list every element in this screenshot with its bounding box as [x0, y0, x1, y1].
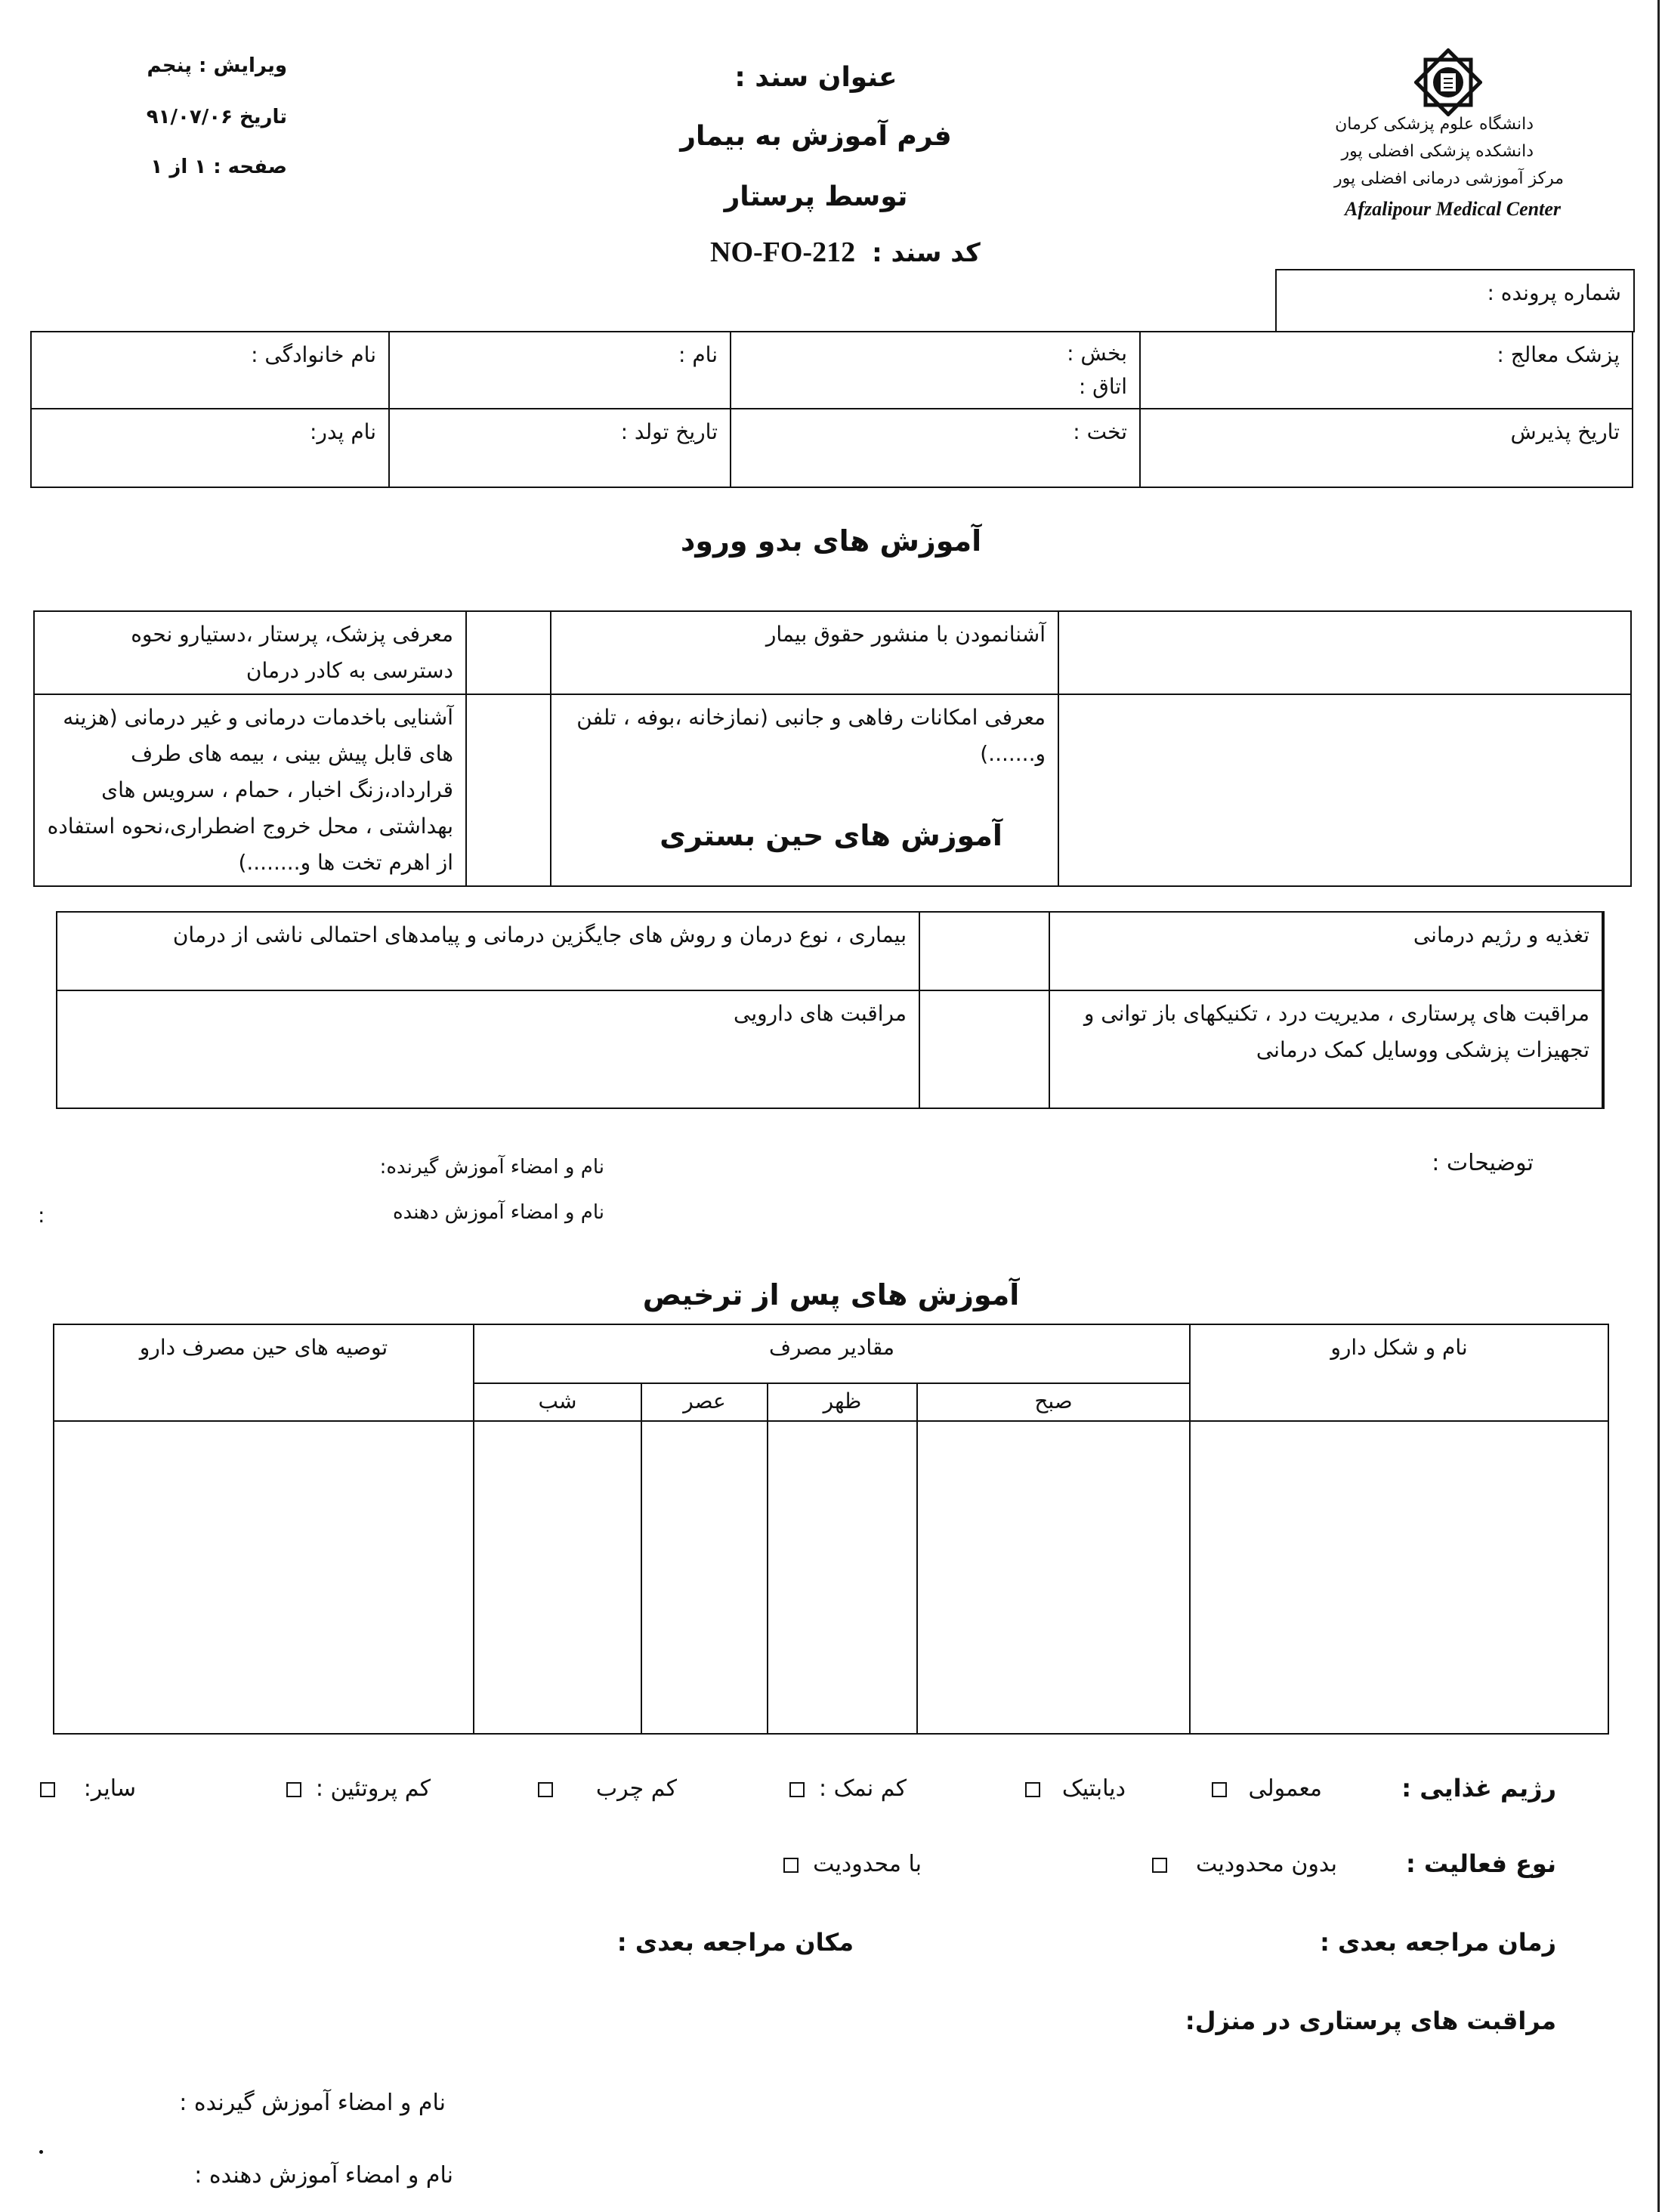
- activity-label: نوع فعالیت :: [1406, 1849, 1556, 1878]
- diet-normal-option[interactable]: [1194, 1775, 1322, 1802]
- diet-low-fat-label: کم چرب: [595, 1775, 677, 1802]
- activity-limited-label: با محدودیت: [813, 1851, 922, 1877]
- morning-cell[interactable]: [917, 1421, 1190, 1734]
- form-title: فرم آموزش به بیمار: [680, 121, 952, 152]
- admission-check-1[interactable]: [466, 611, 551, 694]
- doc-code: NO-FO-212: [710, 236, 856, 268]
- diet-low-protein-checkbox[interactable]: [286, 1782, 301, 1797]
- notes-giver-colon: :: [38, 1203, 45, 1228]
- receiver-signature-label: نام و امضاء آموزش گیرنده :: [179, 2090, 446, 2116]
- activity-limited-checkbox[interactable]: [783, 1858, 799, 1873]
- next-visit-place-label: مکان مراجعه بعدی :: [616, 1928, 854, 1957]
- col-noon-header: ظهر: [823, 1389, 862, 1413]
- page-label: صفحه : ۱ از ۱: [150, 156, 287, 178]
- diet-normal-label: معمولی: [1248, 1775, 1322, 1802]
- doc-title-label: عنوان سند :: [734, 62, 897, 93]
- admission-check-4[interactable]: [1058, 694, 1631, 886]
- diet-low-fat-option[interactable]: [503, 1775, 677, 1802]
- drug-cell[interactable]: [1190, 1421, 1608, 1734]
- hospital-check-4[interactable]: [1602, 990, 1604, 1108]
- org-line-1: دانشگاه علوم پزشکی کرمان: [1335, 115, 1534, 134]
- admission-item-2: آشنانمودن با منشور حقوق بیمار: [765, 622, 1046, 647]
- hospital-item-4: مراقبت های پرستاری ، مدیریت درد ، تکنیکهای باز توانی و تجهیزات پزشکی ووسایل کمک درمانی: [1083, 1001, 1589, 1062]
- admission-check-3[interactable]: [466, 694, 551, 886]
- diet-diabetic-option[interactable]: [990, 1775, 1126, 1802]
- col-advice-header: توصیه های حین مصرف دارو: [139, 1335, 388, 1360]
- admission-check-2[interactable]: [1058, 611, 1631, 694]
- admission-item-1: معرفی پزشک، پرستار ،دستیارو نحوه دسترسی به کادر درمان: [131, 622, 453, 683]
- page-border: [1657, 0, 1660, 2212]
- activity-unlimited-checkbox[interactable]: [1152, 1858, 1167, 1873]
- form-subtitle: توسط پرستار: [724, 181, 908, 212]
- org-line-3: مرکز آموزشی درمانی افضلی پور: [1334, 169, 1564, 188]
- admission-date-label: تاریخ پذیرش: [1510, 419, 1620, 444]
- noon-cell[interactable]: [768, 1421, 917, 1734]
- col-drug-header: نام و شکل دارو: [1330, 1335, 1468, 1360]
- afternoon-cell[interactable]: [641, 1421, 768, 1734]
- hospital-table: [56, 911, 1605, 1109]
- diet-normal-checkbox[interactable]: [1212, 1782, 1227, 1797]
- diet-diabetic-checkbox[interactable]: [1025, 1782, 1040, 1797]
- notes-giver-label: نام و امضاء آموزش دهنده: [393, 1201, 604, 1224]
- hospital-item-3: مراقبت های دارویی: [734, 1001, 907, 1026]
- next-visit-time-label: زمان مراجعه بعدی :: [1320, 1928, 1556, 1957]
- doctor-label: پزشک معالج :: [1497, 342, 1620, 367]
- hospital-check-2[interactable]: [1602, 912, 1604, 990]
- diet-other-label: سایر:: [83, 1775, 136, 1802]
- file-number-label: شماره پرونده :: [1487, 280, 1621, 305]
- hospital-item-1: بیماری ، نوع درمان و روش های جایگزین درمانی و پیامدهای احتمالی ناشی از درمان: [172, 922, 907, 947]
- home-care-label: مراقبت های پرستاری در منزل:: [1185, 2007, 1556, 2035]
- advice-cell[interactable]: [54, 1421, 474, 1734]
- admission-item-3: آشنایی باخدمات درمانی و غیر درمانی (هزینه های قابل پیش بینی ، بیمه های طرف قرارداد،زنگ اخبار ، حمام ، سرویس های بهداشتی ، محل خروج اضطراری،نحوه استفاده از اهرم تخت ها و........): [47, 705, 453, 875]
- giver-signature-label: نام و امضاء آموزش دهنده :: [194, 2162, 453, 2189]
- col-morning-header: صبح: [1034, 1389, 1073, 1413]
- activity-limited-option[interactable]: [755, 1851, 922, 1877]
- diet-low-salt-label: کم نمک :: [819, 1775, 907, 1802]
- discharge-medication-table: [53, 1324, 1609, 1735]
- room-label: اتاق :: [1078, 374, 1127, 399]
- org-english-name: Afzalipour Medical Center: [1345, 198, 1562, 220]
- col-amount-header: مقادیر مصرف: [768, 1335, 895, 1360]
- bed-label: تخت :: [1073, 419, 1127, 444]
- file-number-box: [1275, 269, 1635, 332]
- birth-date-label: تاریخ تولد :: [620, 419, 718, 444]
- org-line-2: دانشکده پزشکی افضلی پور: [1341, 142, 1534, 161]
- hospital-check-3[interactable]: [919, 990, 1049, 1108]
- date-label: تاریخ ۹۱/۰۷/۰۶: [146, 106, 287, 128]
- notes-label: توضیحات :: [1432, 1150, 1534, 1176]
- doc-code-label: کد سند :: [872, 238, 981, 268]
- activity-unlimited-option[interactable]: [1133, 1851, 1337, 1877]
- diet-other-checkbox[interactable]: [40, 1782, 55, 1797]
- activity-unlimited-label: بدون محدودیت: [1196, 1851, 1337, 1877]
- admission-item-4: معرفی امکانات رفاهی و جانبی (نمازخانه ،بوفه ، تلفن و.......): [576, 705, 1046, 766]
- diet-low-salt-checkbox[interactable]: [789, 1782, 805, 1797]
- diet-other-option[interactable]: [30, 1775, 136, 1802]
- diet-diabetic-label: دیابتیک: [1061, 1775, 1126, 1802]
- night-cell[interactable]: [474, 1421, 641, 1734]
- margin-dot: [39, 2150, 43, 2154]
- admission-section-title: آموزش های بدو ورود: [680, 524, 982, 558]
- last-name-label: نام خانوادگی :: [251, 342, 376, 367]
- diet-low-fat-checkbox[interactable]: [538, 1782, 553, 1797]
- col-afternoon-header: عصر: [683, 1389, 726, 1413]
- notes-receiver-label: نام و امضاء آموزش گیرنده:: [379, 1156, 604, 1179]
- discharge-section-title: آموزش های پس از ترخیص: [642, 1278, 1020, 1311]
- hospital-section-title: آموزش های حین بستری: [660, 819, 1002, 852]
- patient-info-table: [30, 331, 1633, 488]
- diet-low-protein-label: کم پروتئین :: [315, 1775, 431, 1802]
- diet-low-protein-option[interactable]: [242, 1775, 431, 1802]
- ward-label: بخش : اتاق :: [1067, 341, 1127, 399]
- first-name-label: نام :: [678, 342, 718, 367]
- hospital-item-2: تغذیه و رژیم درمانی: [1413, 922, 1589, 947]
- university-logo: [1414, 48, 1482, 116]
- hospital-check-1[interactable]: [919, 912, 1049, 990]
- version-label: ویرایش : پنجم: [147, 54, 287, 77]
- diet-low-salt-option[interactable]: [771, 1775, 907, 1802]
- diet-label: رژیم غذایی :: [1401, 1774, 1556, 1803]
- col-night-header: شب: [538, 1389, 577, 1413]
- father-name-label: نام پدر:: [309, 419, 376, 444]
- doc-code-row: [710, 236, 1043, 269]
